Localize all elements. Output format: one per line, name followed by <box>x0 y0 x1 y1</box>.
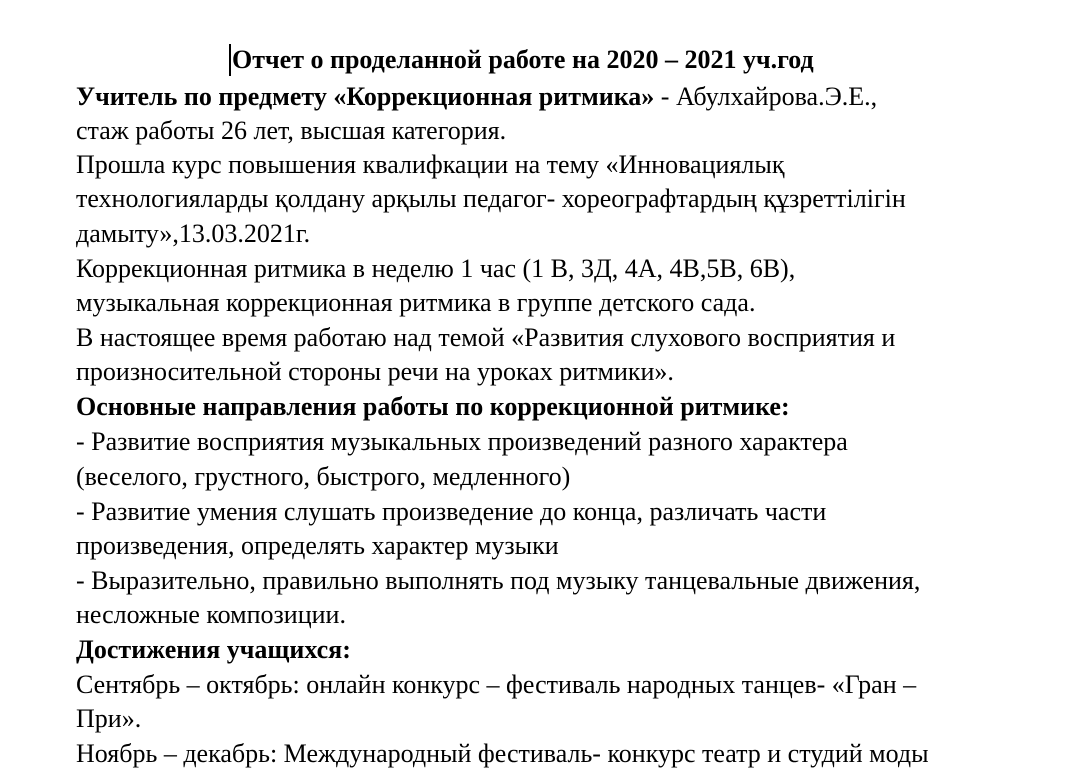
text-cursor <box>229 44 231 76</box>
direction-line: - Развитие умения слушать произведение до конца, различать части <box>76 497 827 526</box>
paragraph-line: дамыту»,13.03.2021г. <box>76 219 311 248</box>
paragraph-line: Прошла курс повышения квалифкации на тему «Инновациялық <box>76 150 785 179</box>
paragraph-line: Коррекционная ритмика в неделю 1 час (1 В, 3Д, 4А, 4В,5В, 6В), <box>76 254 796 283</box>
paragraph-line: произносительной стороны речи на уроках ритмики». <box>76 357 674 386</box>
direction-line: - Развитие восприятия музыкальных произведений разного характера <box>76 427 848 456</box>
direction-line: - Выразительно, правильно выполнять под музыку танцевальные движения, <box>76 566 921 595</box>
directions-heading: Основные направления работы по коррекционной ритмике: <box>76 392 790 421</box>
direction-line: несложные композиции. <box>76 600 346 629</box>
document-title: Отчет о проделанной работе на 2020 – 2021 уч.год <box>232 45 814 74</box>
paragraph-line: В настоящее время работаю над темой «Развития слухового восприятия и <box>76 323 896 352</box>
teacher-line <box>76 82 877 112</box>
paragraph-line: музыкальная коррекционная ритмика в группе детского сада. <box>76 288 756 317</box>
direction-line: произведения, определять характер музыки <box>76 531 559 560</box>
paragraph-line: стаж работы 26 лет, высшая категория. <box>76 116 507 145</box>
achievements-heading: Достижения учащихся: <box>76 635 351 664</box>
achievement-line: При». <box>76 704 142 733</box>
paragraph-line: технологияларды қолдану арқылы педагог- хореографтардың құзреттілігін <box>76 184 906 213</box>
teacher-name: - Абулхайрова.Э.Е., <box>654 82 878 111</box>
direction-line: (веселого, грустного, быстрого, медленного) <box>76 462 571 491</box>
teacher-label: Учитель по предмету «Коррекционная ритмика» <box>76 82 655 111</box>
achievement-line: Ноябрь – декабрь: Международный фестиваль- конкурс театр и студий моды <box>76 739 929 768</box>
achievement-line: Сентябрь – октябрь: онлайн конкурс – фестиваль народных танцев- «Гран – <box>76 670 917 699</box>
